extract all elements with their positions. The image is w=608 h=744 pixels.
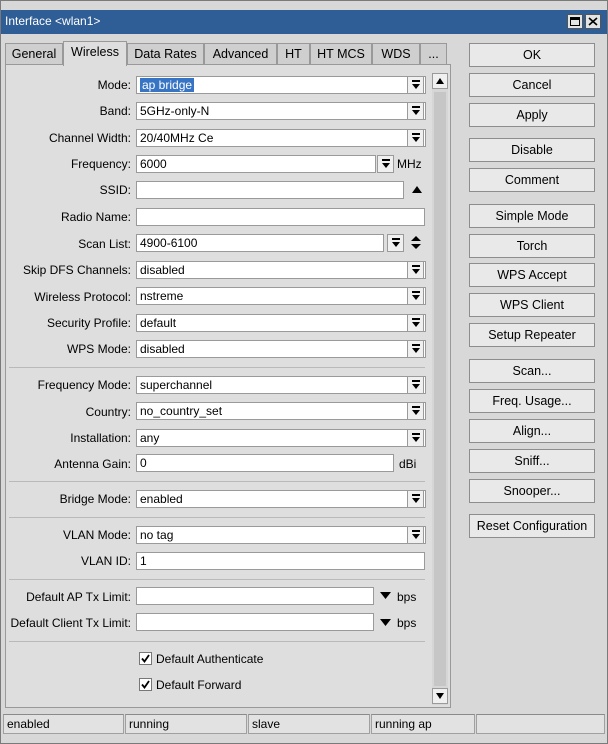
snooper-button[interactable]: Snooper... — [469, 479, 595, 503]
frequency-mode-dropdown-icon[interactable] — [407, 376, 424, 394]
comment-button[interactable]: Comment — [469, 168, 595, 192]
tab-wds[interactable]: WDS — [372, 43, 420, 65]
scroll-up-button[interactable] — [432, 73, 448, 89]
scan-list-dropdown-icon[interactable] — [387, 234, 404, 252]
scan-list-select[interactable]: 4900-6100 — [136, 234, 384, 252]
tab-general[interactable]: General — [5, 43, 63, 65]
ssid-label: SSID: — [99, 183, 131, 197]
default-ap-tx-limit-dropdown-icon[interactable] — [380, 592, 391, 600]
default-client-tx-limit-input[interactable] — [136, 613, 374, 631]
cancel-button[interactable]: Cancel — [469, 73, 595, 97]
wps-mode-dropdown-icon[interactable] — [407, 340, 424, 358]
sniff-button[interactable]: Sniff... — [469, 449, 595, 473]
section-divider — [9, 367, 425, 368]
vlan-mode-dropdown-icon[interactable] — [407, 526, 424, 544]
frequency-select[interactable]: 6000 — [136, 155, 376, 173]
installation-label: Installation: — [70, 431, 131, 445]
vlan-id-input[interactable]: 1 — [136, 552, 425, 570]
bridge-mode-label: Bridge Mode: — [59, 492, 131, 506]
status-running-ap: running ap — [371, 714, 475, 734]
tab-more[interactable]: ... — [420, 43, 447, 65]
scan-list-label: Scan List: — [78, 237, 131, 251]
tab-ht-mcs[interactable]: HT MCS — [310, 43, 372, 65]
frequency-dropdown-icon[interactable] — [377, 155, 394, 173]
setup-repeater-button[interactable]: Setup Repeater — [469, 323, 595, 347]
country-select[interactable]: no_country_set — [136, 402, 426, 420]
band-label: Band: — [99, 104, 131, 118]
security-profile-dropdown-icon[interactable] — [407, 314, 424, 332]
checkmark-icon — [140, 679, 151, 690]
wps-accept-button[interactable]: WPS Accept — [469, 263, 595, 287]
status-enabled: enabled — [3, 714, 124, 734]
status-running: running — [125, 714, 247, 734]
band-select[interactable]: 5GHz-only-N — [136, 102, 426, 120]
section-divider — [9, 517, 425, 518]
antenna-gain-label: Antenna Gain: — [54, 457, 131, 471]
wireless-protocol-dropdown-icon[interactable] — [407, 287, 424, 305]
default-client-tx-limit-unit: bps — [397, 616, 417, 630]
country-label: Country: — [85, 405, 131, 419]
window-title: Interface <wlan1> — [5, 14, 101, 28]
frequency-label: Frequency: — [70, 157, 131, 171]
antenna-gain-input[interactable]: 0 — [136, 454, 394, 472]
frequency-mode-select[interactable]: superchannel — [136, 376, 426, 394]
vlan-mode-select[interactable]: no tag — [136, 526, 426, 544]
mode-value: ap bridge — [142, 78, 193, 92]
mode-select[interactable] — [136, 76, 426, 94]
security-profile-select[interactable]: default — [136, 314, 426, 332]
freq-usage-button[interactable]: Freq. Usage... — [469, 389, 595, 413]
bridge-mode-dropdown-icon[interactable] — [407, 490, 424, 508]
channel-width-dropdown-icon[interactable] — [407, 129, 424, 147]
simple-mode-button[interactable]: Simple Mode — [469, 204, 595, 228]
status-slave: slave — [248, 714, 370, 734]
frequency-mode-label: Frequency Mode: — [37, 378, 131, 392]
default-ap-tx-limit-input[interactable] — [136, 587, 374, 605]
antenna-gain-unit: dBi — [399, 457, 417, 471]
status-bar — [1, 713, 607, 735]
mode-dropdown-icon[interactable] — [407, 76, 424, 94]
tab-data-rates[interactable]: Data Rates — [127, 43, 204, 65]
form-scrollbar[interactable] — [432, 73, 448, 705]
section-divider — [9, 481, 425, 482]
installation-select[interactable]: any — [136, 429, 426, 447]
skip-dfs-label: Skip DFS Channels: — [22, 263, 131, 277]
default-client-tx-limit-label: Default Client Tx Limit: — [10, 616, 131, 630]
tab-strip — [5, 41, 449, 65]
align-button[interactable]: Align... — [469, 419, 595, 443]
bridge-mode-select[interactable]: enabled — [136, 490, 426, 508]
disable-button[interactable]: Disable — [469, 138, 595, 162]
scrollbar-track[interactable] — [434, 92, 446, 686]
reset-configuration-button[interactable]: Reset Configuration — [469, 514, 595, 538]
wps-client-button[interactable]: WPS Client — [469, 293, 595, 317]
wireless-protocol-label: Wireless Protocol: — [34, 290, 131, 304]
checkmark-icon — [140, 653, 151, 664]
apply-button[interactable]: Apply — [469, 103, 595, 127]
wps-mode-select[interactable]: disabled — [136, 340, 426, 358]
skip-dfs-select[interactable]: disabled — [136, 261, 426, 279]
close-icon[interactable] — [585, 14, 601, 29]
security-profile-label: Security Profile: — [46, 316, 131, 330]
vlan-id-label: VLAN ID: — [80, 554, 131, 568]
ssid-input[interactable] — [136, 181, 404, 199]
tab-advanced[interactable]: Advanced — [204, 43, 277, 65]
ssid-collapse-icon[interactable] — [411, 185, 423, 194]
section-divider — [9, 579, 425, 580]
mode-label: Mode: — [97, 78, 131, 92]
band-dropdown-icon[interactable] — [407, 102, 424, 120]
tab-wireless[interactable]: Wireless — [63, 41, 127, 66]
title-bar[interactable] — [1, 10, 607, 34]
default-ap-tx-limit-label: Default AP Tx Limit: — [26, 590, 131, 604]
default-authenticate-checkbox[interactable] — [139, 652, 152, 665]
default-client-tx-limit-dropdown-icon[interactable] — [380, 619, 391, 627]
section-divider — [9, 641, 425, 642]
wireless-protocol-select[interactable]: nstreme — [136, 287, 426, 305]
radio-name-label: Radio Name: — [60, 210, 131, 224]
country-dropdown-icon[interactable] — [407, 402, 424, 420]
default-forward-checkbox[interactable] — [139, 678, 152, 691]
vlan-mode-label: VLAN Mode: — [62, 528, 131, 542]
default-ap-tx-limit-unit: bps — [397, 590, 417, 604]
tab-ht[interactable]: HT — [277, 43, 310, 65]
default-authenticate-label: Default Authenticate — [156, 652, 264, 666]
scroll-down-button[interactable] — [432, 688, 448, 704]
maximize-icon[interactable] — [567, 14, 583, 29]
scan-button[interactable]: Scan... — [469, 359, 595, 383]
status-empty — [476, 714, 605, 734]
scan-list-updown-icon[interactable] — [410, 235, 422, 250]
installation-dropdown-icon[interactable] — [407, 429, 424, 447]
radio-name-input[interactable] — [136, 208, 425, 226]
ok-button[interactable]: OK — [469, 43, 595, 67]
frequency-unit: MHz — [397, 157, 422, 171]
channel-width-label: Channel Width: — [48, 131, 131, 145]
wps-mode-label: WPS Mode: — [66, 342, 131, 356]
torch-button[interactable]: Torch — [469, 234, 595, 258]
channel-width-select[interactable]: 20/40MHz Ce — [136, 129, 426, 147]
skip-dfs-dropdown-icon[interactable] — [407, 261, 424, 279]
default-forward-label: Default Forward — [156, 678, 242, 692]
